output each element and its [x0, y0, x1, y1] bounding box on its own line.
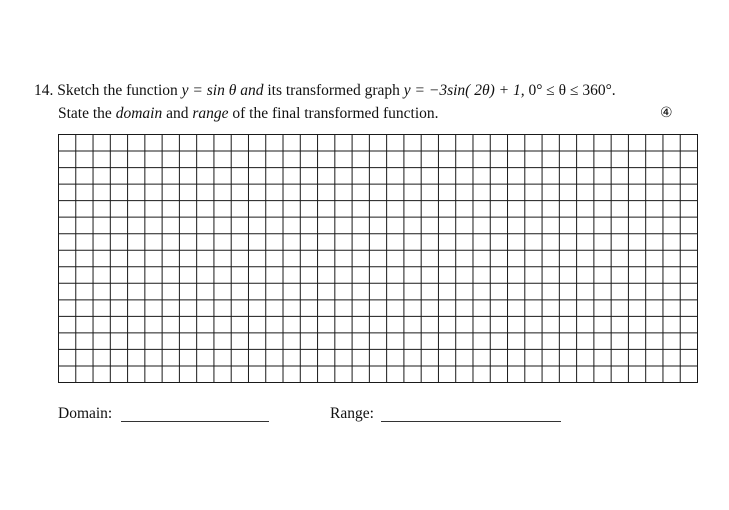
transformed-function: y = −3sin( 2θ) + 1, — [403, 82, 525, 99]
instruction-start: State the — [58, 105, 112, 122]
range-answer-blank[interactable] — [381, 421, 561, 422]
domain-label: Domain: — [58, 405, 113, 422]
interval: 0° ≤ θ ≤ 360°. — [528, 82, 616, 99]
domain-answer-blank[interactable] — [121, 421, 269, 422]
range-label: Range: — [330, 405, 374, 422]
question-intro: Sketch the function — [57, 82, 178, 99]
instruction-end: of the final transformed function. — [232, 105, 439, 122]
and-word: and — [166, 105, 189, 122]
question-middle: its transformed graph — [267, 82, 400, 99]
question-number: 14. — [34, 82, 54, 99]
range-word: range — [192, 105, 229, 122]
connector-word: and — [240, 82, 264, 99]
question-line-1 — [34, 82, 616, 100]
base-function: y = sin θ — [181, 82, 237, 99]
marks-badge: ④ — [660, 105, 673, 121]
graph-grid[interactable] — [58, 134, 698, 383]
question-line-2 — [58, 105, 439, 123]
domain-word: domain — [115, 105, 163, 122]
